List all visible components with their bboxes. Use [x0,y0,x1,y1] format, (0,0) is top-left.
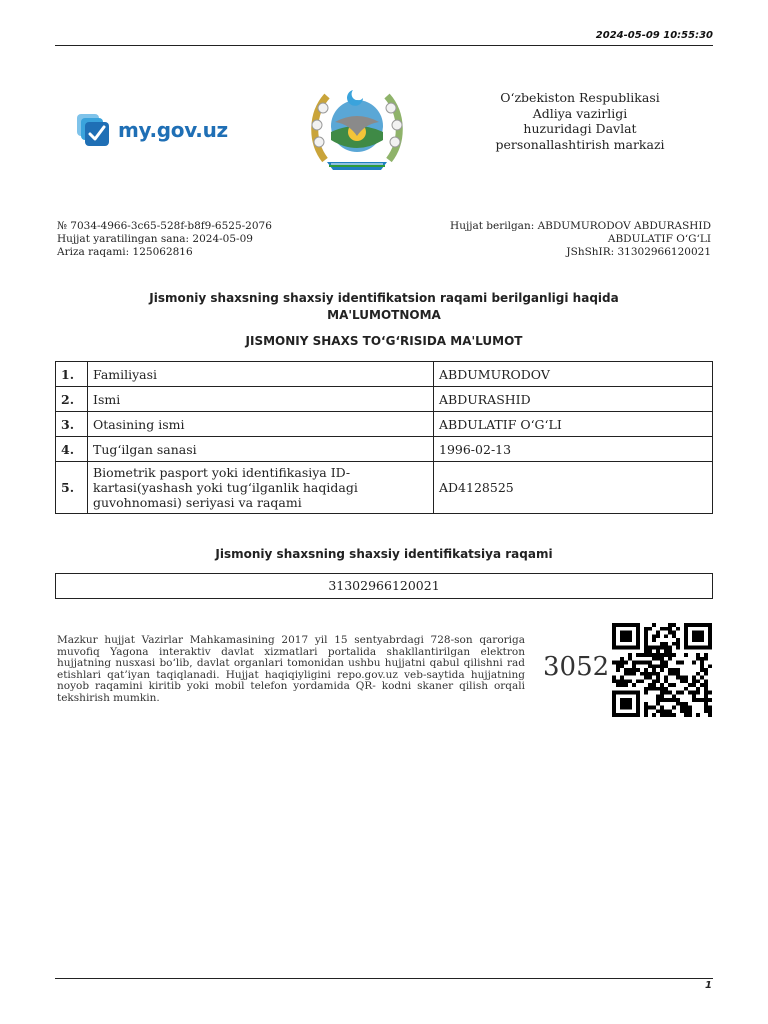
table-row [56,362,713,387]
pinfl-value: 31302966120021 [55,573,713,599]
authority-line: Adliya vazirligi [532,105,628,121]
mygov-check-icon [76,112,112,148]
row-label: Ismi [88,387,434,412]
row-label: Familiyasi [88,362,434,387]
document-meta [57,220,272,259]
authority-line: personallashtirish markazi [495,136,665,152]
personal-info-table [55,361,713,514]
page-number: 1 [705,980,712,991]
coat-of-arms-icon [305,80,409,176]
mygov-logo-text: my.gov.uz [118,118,228,142]
table-row [56,412,713,437]
table-row [56,462,713,514]
row-number: 2. [56,387,88,412]
row-number: 5. [56,462,88,514]
row-value: ABDUMURODOV [434,362,713,387]
mygov-logo [76,112,228,148]
created-date: Hujjat yaratilingan sana: 2024-05-09 [57,233,253,245]
row-label: Tug‘ilgan sanasi [88,437,434,462]
row-label: Otasining ismi [88,412,434,437]
row-number: 4. [56,437,88,462]
table-row [56,387,713,412]
row-value: AD4128525 [434,462,713,514]
row-number: 1. [56,362,88,387]
pinfl-section-title: Jismoniy shaxsning shaxsiy identifikatsiya raqami [215,547,553,561]
verification-code: 3052 [543,652,610,682]
issued-to: Hujjat berilgan: ABDUMURODOV ABDURASHID [450,220,711,232]
authority-line: O‘zbekiston Respublikasi [500,90,660,105]
issuing-authority [480,90,680,152]
document-number: № 7034-4966-3c65-528f-b8f9-6525-2076 [57,220,272,232]
issued-to-patronymic: ABDULATIF O‘G‘LI [607,233,711,245]
row-number: 3. [56,412,88,437]
row-label: Biometrik pasport yoki identifikasiya ID-kartasi(yashash yoki tug‘ilganlik haqidagi guvohnomasi) seriyasi va raqami [88,462,434,514]
authority-line: huzuridagi Davlat [523,121,637,136]
table-row [56,437,713,462]
row-value: ABDULATIF O‘G‘LI [434,412,713,437]
footer-rule [55,978,713,979]
section-title: JISMONIY SHAXS TO‘G‘RISIDA MA'LUMOT [245,334,523,348]
document-title-line: MA'LUMOTNOMA [327,308,441,322]
timestamp: 2024-05-09 10:55:30 [595,30,713,41]
qr-code-icon[interactable] [612,623,712,717]
header-rule [55,30,713,46]
recipient-meta [450,220,711,259]
row-value: ABDURASHID [434,387,713,412]
document-title-line: Jismoniy shaxsning shaxsiy identifikatsion raqami berilganligi haqida [149,291,619,305]
application-number: Ariza raqami: 125062816 [57,246,193,258]
legal-notice: Mazkur hujjat Vazirlar Mahkamasining 2017 yil 15 sentyabrdagi 728-son qaroriga muvofiq Yagona interaktiv davlat xizmatlari portalida shakllantirilgan elektron hujjatning nusxasi bo‘lib, davlat organlari tomonidan ushbu hujjatni qabul qilishni rad etishlari qat’iyan taqiqlanadi. Hujjat haqiqiyligini repo.gov.uz veb-saytida hujjatning noyob raqamini kiritib yoki mobil telefon yordamida QR- kodni skaner qilish orqali tekshirish mumkin. [57,634,525,704]
pinfl: JShShIR: 31302966120021 [566,246,711,258]
document-title [55,290,713,324]
row-value: 1996-02-13 [434,437,713,462]
